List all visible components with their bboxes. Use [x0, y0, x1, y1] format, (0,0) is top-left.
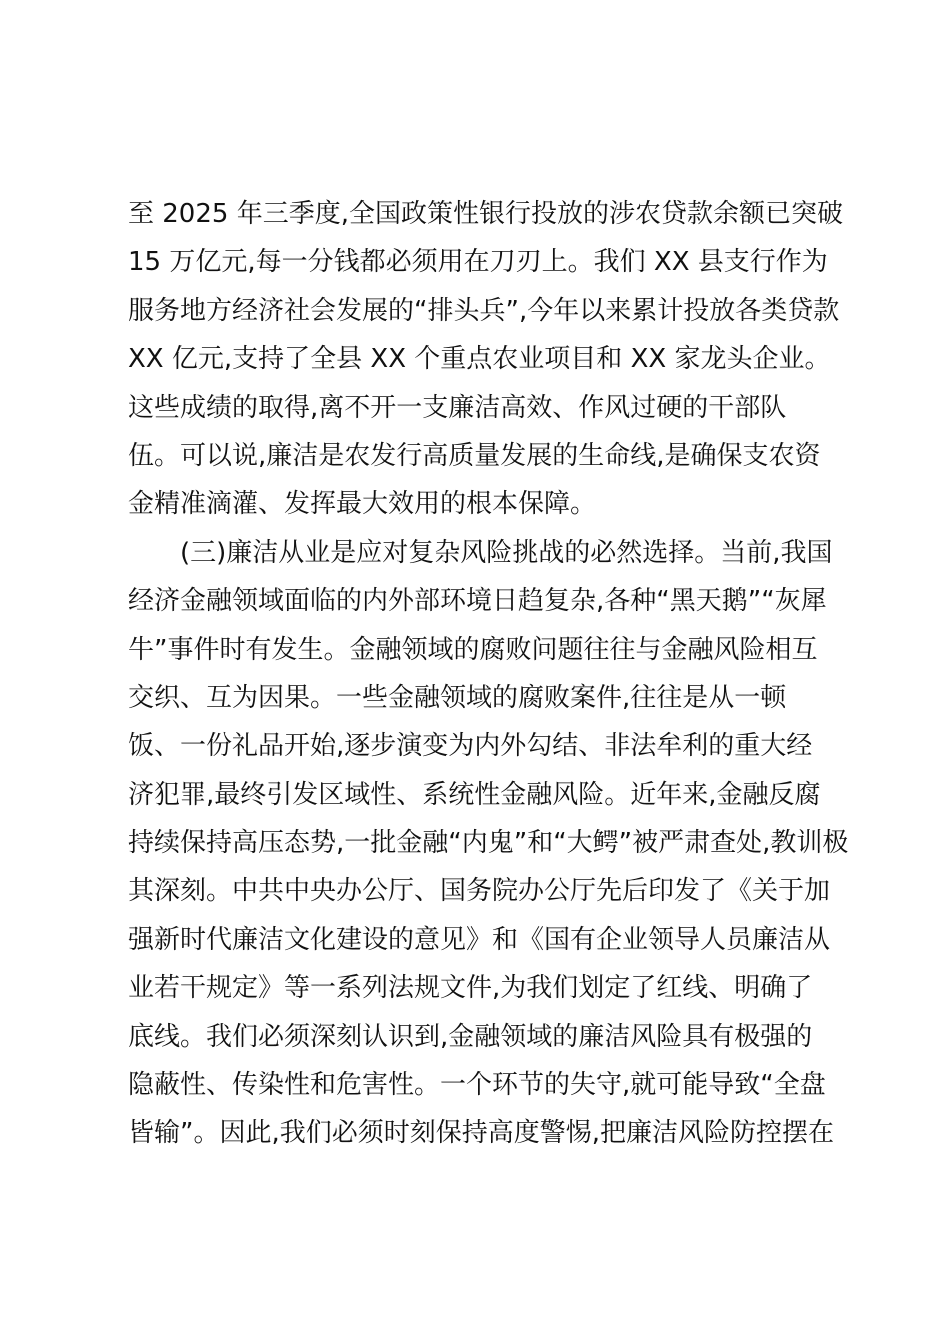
text-line: 经济金融领域面临的内外部环境日趋复杂,各种“黑天鹅”“灰犀: [128, 586, 827, 617]
text-line: 业若干规定》等一系列法规文件,为我们划定了红线、明确了: [128, 973, 813, 1004]
text-line: 交织、互为因果。一些金融领域的腐败案件,往往是从一顿: [128, 682, 787, 713]
text-line: 至 2025 年三季度,全国政策性银行投放的涉农贷款余额已突破: [128, 199, 843, 229]
document-body: [128, 190, 849, 1158]
text-line: 其深刻。中共中央办公厅、国务院办公厅先后印发了《关于加: [128, 876, 831, 907]
text-line: XX 亿元,支持了全县 XX 个重点农业项目和 XX 家龙头企业。: [128, 344, 831, 375]
text-line: 底线。我们必须深刻认识到,金融领域的廉洁风险具有极强的: [128, 1021, 813, 1052]
text-line: 济犯罪,最终引发区域性、系统性金融风险。近年来,金融反腐: [128, 779, 821, 810]
section-heading-line: (三)廉洁从业是应对复杂风险挑战的必然选择。当前,我国: [180, 537, 833, 568]
text-line: 15 万亿元,每一分钱都必须用在刀刃上。我们 XX 县支行作为: [128, 247, 828, 278]
text-line: 持续保持高压态势,一批金融“内鬼”和“大鳄”被严肃查处,教训极: [128, 828, 849, 859]
text-line: 强新时代廉洁文化建设的意见》和《国有企业领导人员廉洁从: [128, 924, 831, 955]
text-line: 隐蔽性、传染性和危害性。一个环节的失守,就可能导致“全盘: [128, 1070, 826, 1101]
text-line: 牛”事件时有发生。金融领域的腐败问题往往与金融风险相互: [128, 634, 818, 665]
text-line: 金精准滴灌、发挥最大效用的根本保障。: [128, 489, 597, 520]
paragraph-funding-results: [128, 190, 843, 529]
text-line: 皆输”。因此,我们必须时刻保持高度警惕,把廉洁风险防控摆在: [128, 1118, 834, 1149]
text-line: 伍。可以说,廉洁是农发行高质量发展的生命线,是确保支农资: [128, 440, 821, 471]
text-line: 饭、一份礼品开始,逐步演变为内外勾结、非法牟利的重大经: [128, 731, 813, 762]
text-line: 服务地方经济社会发展的“排头兵”,今年以来累计投放各类贷款: [128, 295, 840, 326]
paragraph-risk-challenges: [128, 529, 849, 1158]
text-line: 这些成绩的取得,离不开一支廉洁高效、作风过硬的干部队: [128, 392, 787, 423]
